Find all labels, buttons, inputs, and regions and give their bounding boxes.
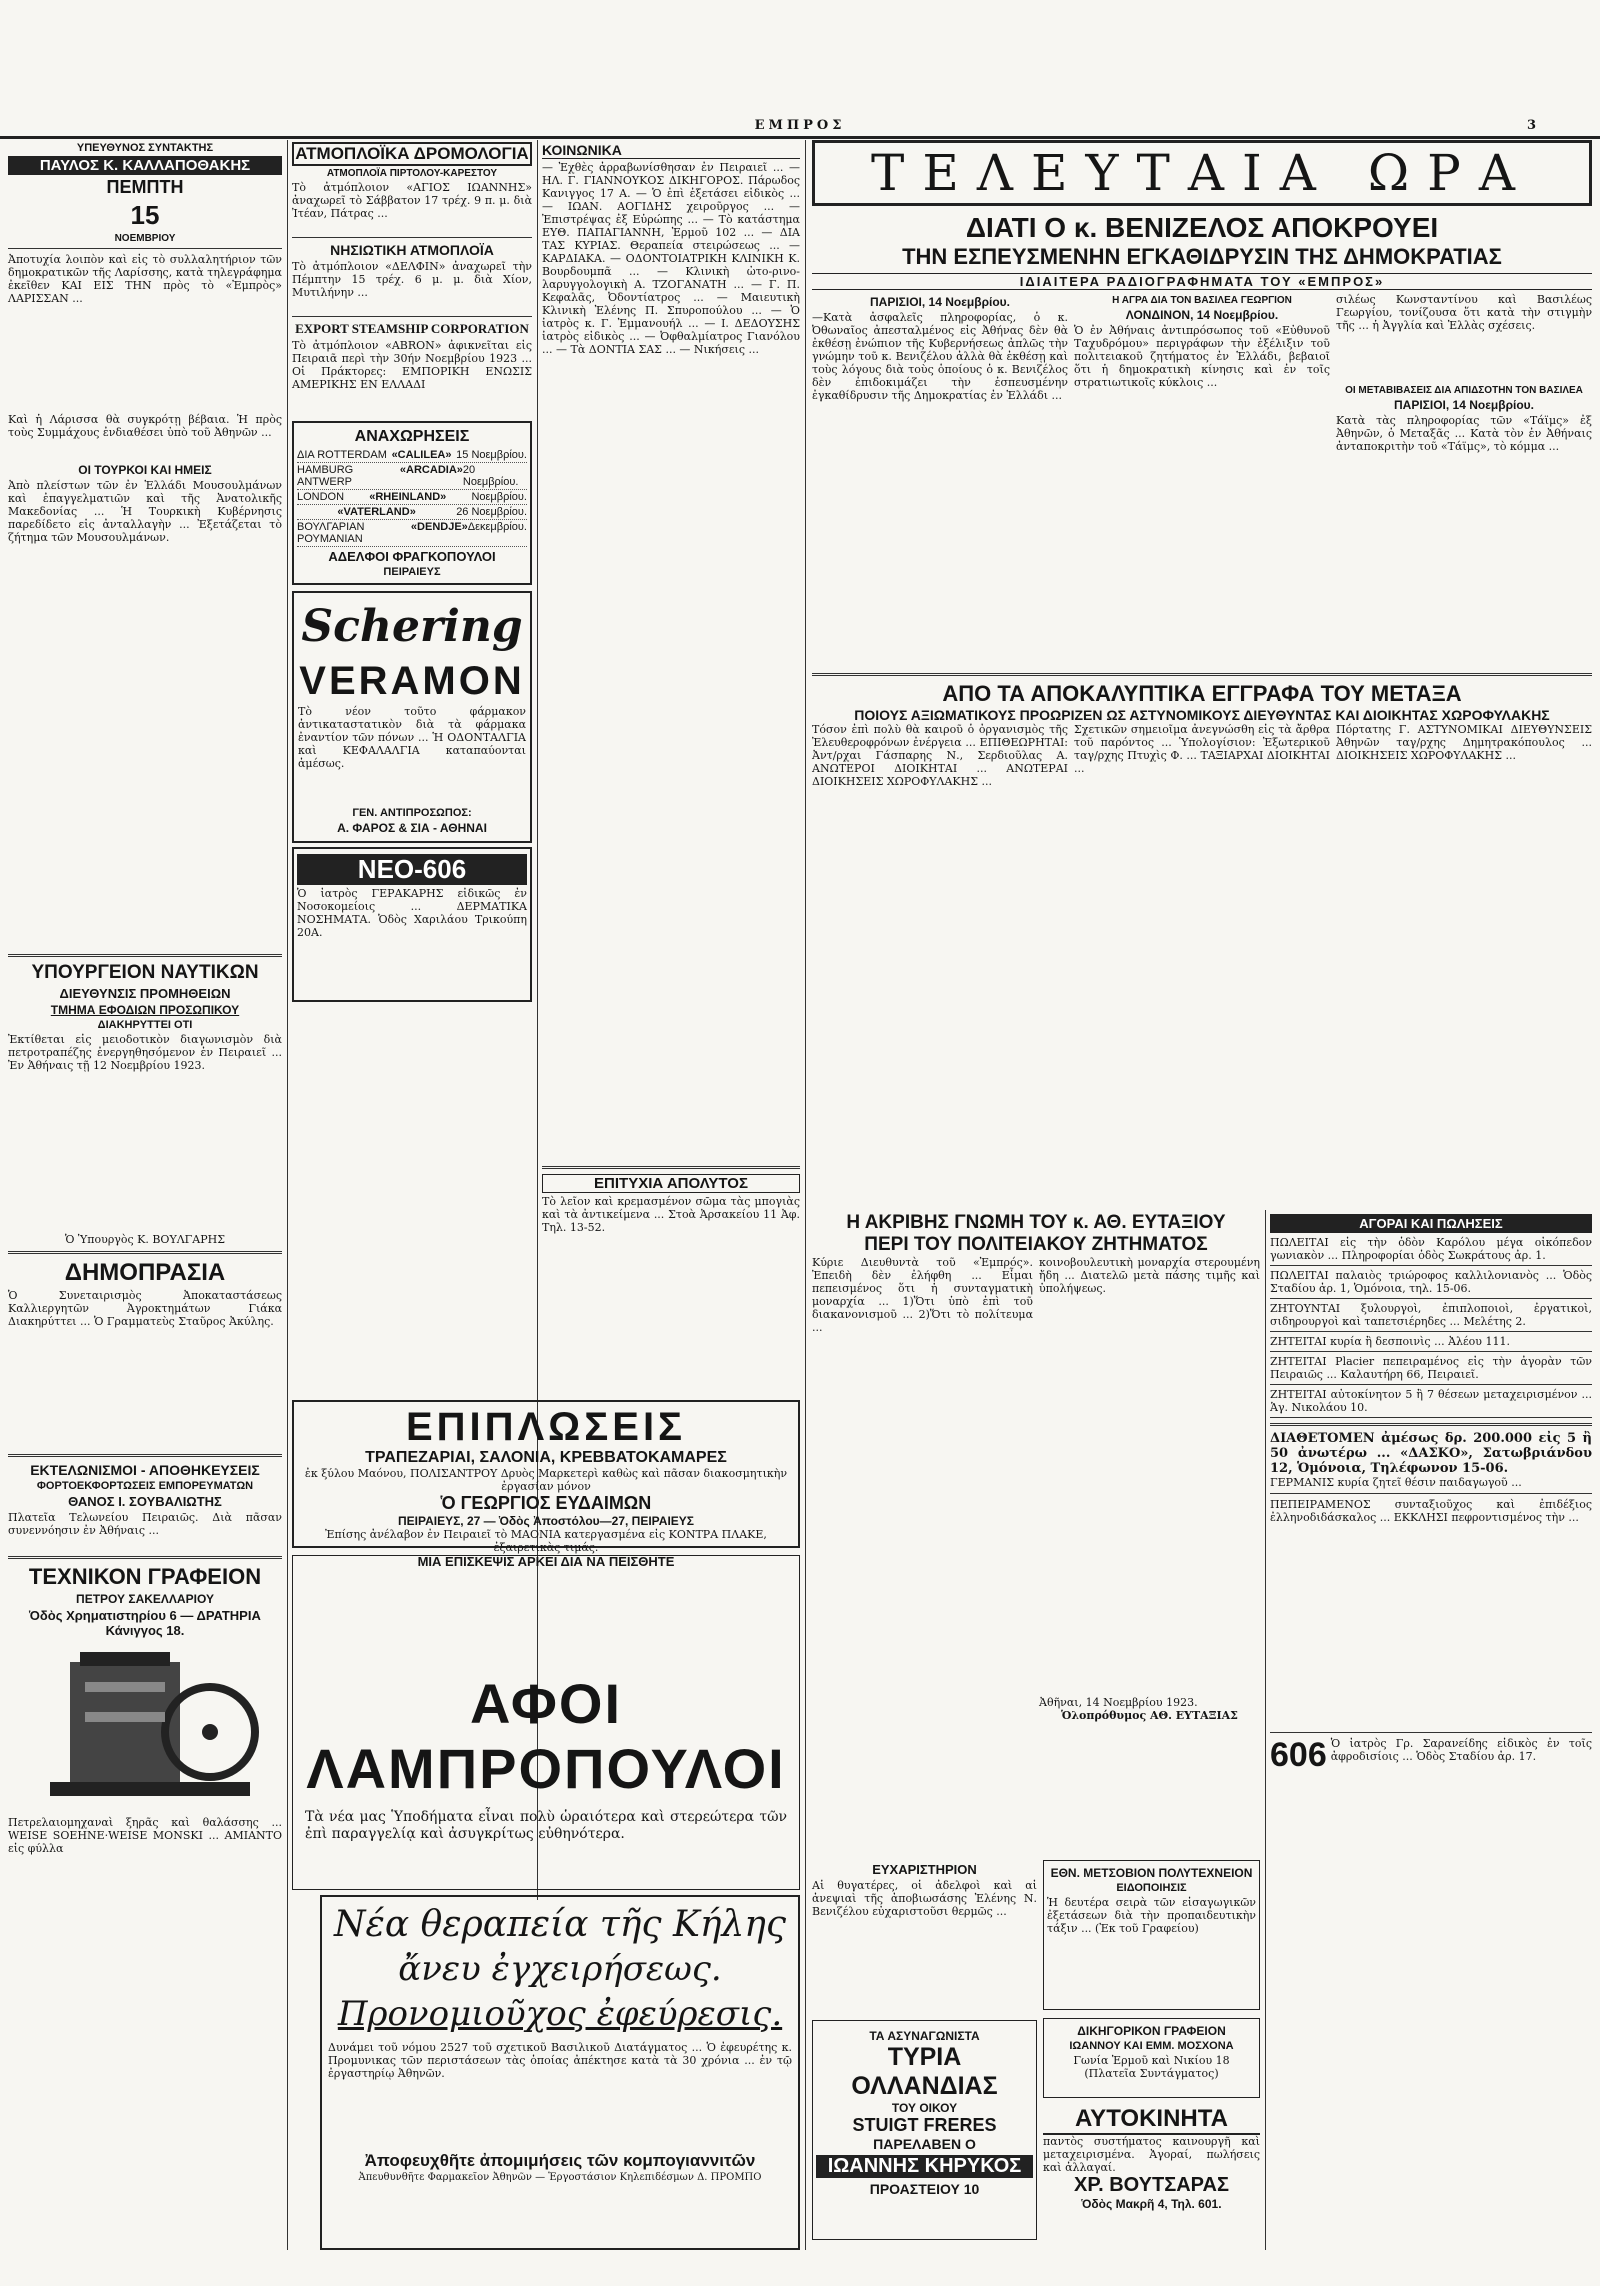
departures-agent: ΑΔΕΛΦΟΙ ΦΡΑΓΚΟΠΟΥΛΟΙ — [328, 549, 496, 564]
veramon-text: Τὸ νέον τοῦτο φάρμακον ἀντικαταστατικὸν διὰ τὰ φάρμακα ἐναντίον τῶν πόνων ... Ἡ ΟΔΟΝΤΑΛΓΙΑ καὶ ΚΕΦΑΛΑΛΓΙΑ καταπαύονται ἀμέσως. — [298, 705, 526, 770]
departure-row — [297, 448, 527, 463]
page-number: 3 — [1526, 118, 1540, 133]
departure-row — [297, 490, 527, 505]
law-names: ΙΩΑΝΝΟΥ ΚΑΙ ΕΜΜ. ΜΟΣΧΟΝΑ — [1069, 2040, 1234, 2052]
ministry-notice: Ἐκτίθεται εἰς μειοδοτικὸν διαγωνισμὸν διὰ πετροτραπέζης ἐνεργηθησόμενον ἐν Πειραιεῖ ... Ἐν Ἀθήναις τῇ 12 Νοεμβρίου 1923. — [8, 1033, 282, 1072]
metaxa-columns — [812, 723, 1592, 1223]
lambropouloi-title: ΑΦΟΙ ΛΑΜΠΡΟΠΟΥΛΟΙ — [306, 1672, 786, 1800]
export-text: Τὸ ἀτμόπλοιον «ABRON» ἀφικνεῖται εἰς Πειραιᾶ περὶ τὴν 30ήν Νοεμβρίου 1923 ... Οἱ Πράκτορες: ΕΜΠΟΡΙΚΗ ΕΝΩΣΙΣ ΑΜΕΡΙΚΗΣ ΕΝ ΕΛΛΑΔΙ — [292, 339, 532, 391]
hernia-ad — [320, 1895, 800, 2250]
departure-route: ΒΟΥΛΓΑΡΙΑΝ ΡΟΥΜΑΝΙΑΝ — [297, 521, 365, 545]
cars-addr: Ὁδὸς Μακρῆ 4, Τηλ. 601. — [1081, 2197, 1222, 2211]
hernia-text: Δυνάμει τοῦ νόμου 2527 τοῦ σχετικοῦ Βασιλικοῦ Διατάγματος ... Ὁ ἐφευρέτης κ. Προμυνικας τῶν περιστάσεων τὰς ὁποίας ἀπέκτησε κατὰ τὰ 30 χρόνια ... ἐν τῷ ἐργαστηρίῳ Ἀθηνῶν. — [328, 2041, 792, 2080]
metaxa-text-2: Σχετικῶν σημειοῖμα ἀνεγνώσθη εἰς τὰ ἄρθρα τοῦ παρόντος ... Ὑπολογίσιον: Ἐξωτερικοῦ ταγ/ρχης Πτυχὶς Φ. ... ΤΑΞΙΑΡΧΑΙ ΔΙΟΙΚΗΤΑΙ ... — [1074, 723, 1330, 775]
turks-heading: ΟΙ ΤΟΥΡΚΟΙ ΚΑΙ ΗΜΕΙΣ — [78, 463, 212, 477]
cheese-title: ΤΥΡΙΑ ΟΛΛΑΝΔΙΑΣ — [851, 2043, 998, 2100]
law-office-ad — [1043, 2018, 1260, 2098]
cars-text: παντὸς συστήματος καινουργῆ καὶ μεταχειρισμένα. Ἀγοραί, πωλήσεις καὶ ἀλλαγαί. — [1043, 2135, 1260, 2174]
hernia-line3: Προνομιοῦχος ἐφεύρεσις. — [337, 1994, 783, 2034]
hernia-addr: Ἀπευθυνθῆτε Φαρμακεῖον Ἀθηνῶν — Ἑργοστάσιον Κηλεπιδέσμων Δ. ΠΡΟΜΠΟ — [358, 2172, 762, 2183]
editor-name: ΠΑΥΛΟΣ Κ. ΚΑΛΛΑΠΟΘΑΚΗΣ — [8, 156, 282, 175]
right-section — [812, 140, 1592, 1223]
cars-name: ΧΡ. ΒΟΥΤΣΑΡΑΣ — [1074, 2174, 1229, 2196]
departure-route: HAMBURG ANTWERP — [297, 464, 354, 488]
radio-strip: ΙΔΙΑΙΤΕΡΑ ΡΑΔΙΟΓΡΑΦΗΜΑΤΑ ΤΟΥ «ΕΜΠΡΟΣ» — [812, 273, 1592, 290]
classified-item: ΖΗΤΕΙΤΑΙ αὐτοκίνητον 5 ἢ 7 θέσεων μεταχειρισμένον ... Ἁγ. Νικολάου 10. — [1270, 1388, 1592, 1418]
departure-date: Νοεμβρίου. — [471, 491, 527, 503]
metaxa-sub: ΠΟΙΟΥΣ ΑΞΙΩΜΑΤΙΚΟΥΣ ΠΡΟΩΡΙΖΕΝ ΩΣ ΑΣΤΥΝΟΜΙΚΟΥΣ ΔΙΕΥΘΥΝΤΑΣ ΚΑΙ ΔΙΟΙΚΗΤΑΣ ΧΩΡΟΦΥΛΑΚΗΣ — [854, 707, 1550, 723]
agra-heading: Η ΑΓΡΑ ΔΙΑ ΤΟΝ ΒΑΣΙΛΕΑ ΓΕΩΡΓΙΟΝ — [1112, 295, 1292, 306]
departure-ship: «ARCADIA» — [399, 464, 463, 476]
banner-last-hour: ΤΕΛΕΥΤΑΙΑ ΩΡΑ — [812, 140, 1592, 206]
departures-box — [292, 421, 532, 585]
customs-heading: ΕΚΤΕΛΩΝΙΣΜΟΙ - ΑΠΟΘΗΚΕΥΣΕΙΣ — [30, 1462, 260, 1478]
cars-heading: ΑΥΤΟΚΙΝΗΤΑ — [1043, 2105, 1260, 2135]
steam-text: Τὸ ἀτμόπλοιον «ΑΓΙΟΣ ΙΩΑΝΝΗΣ» ἀναχωρεῖ τὸ Σάββατον 17 τρέχ. 9 π. μ. διὰ Ἰτέαν, Πάτρας ... — [292, 181, 532, 220]
classified-item: ΖΗΤΟΥΝΤΑΙ ξυλουργοὶ, ἐπιπλοποιοὶ, ἐργατικοὶ, σιδηρουργοὶ καὶ ταπετσιέρηδες ... Μελέτης 2. — [1270, 1302, 1592, 1332]
opinion-article — [812, 1212, 1260, 1852]
ministry-sub: ΔΙΕΥΘΥΝΣΙΣ ΠΡΟΜΗΘΕΙΩΝ — [59, 986, 231, 1001]
neo606-text: Ὁ ἰατρὸς ΓΕΡΑΚΑΡΗΣ εἰδικῶς ἐν Νοσοκομείοις ... ΔΕΡΜΑΤΙΚΑ ΝΟΣΗΜΑΤΑ. Ὁδὸς Χαριλάου Τρικούπη 20Α. — [297, 887, 527, 939]
cheese-of: ΤΟΥ ΟΙΚΟΥ — [891, 2101, 958, 2115]
polytechnic-heading: ΕΘΝ. ΜΕΤΣΟΒΙΟΝ ΠΟΛΥΤΕΧΝΕΙΟΝ — [1050, 1866, 1253, 1880]
classified-item: ΖΗΤΕΙΤΑΙ κυρία ἢ δεσποινὶς ... Ἀλέου 111. — [1270, 1335, 1592, 1352]
metaxa-text-1: Τόσον ἐπὶ πολὺ θὰ καιροῦ ὁ ὀργανισμὸς τῆς Ἐλευθεροφρόνων ἐνέργεια ... ΕΠΙΘΕΩΡΗΤΑΙ: Ἀντ/ρχαι Γάσπαρης Ν., Σερδιοῦλας Α. ΑΝΩΤΕΡΟΙ ΔΙΟΙΚΗΤΑΙ ... ΑΝΩΤΕΡΑΙ ΔΙΟΙΚΗΣΕΙΣ ΧΩΡΟΦΥΛΑΚΗΣ ... — [812, 723, 1068, 788]
furniture-addr: ΠΕΙΡΑΙΕΥΣ, 27 — Ὁδὸς Ἀποστόλου—27, ΠΕΙΡΑΙΕΥΣ — [397, 1514, 695, 1528]
opinion-heading: Η ΑΚΡΙΒΗΣ ΓΝΩΜΗ ΤΟΥ κ. ΑΘ. ΕΥΤΑΞΙΟΥ — [846, 1212, 1226, 1233]
departure-ship: «RHEINLAND» — [369, 491, 447, 503]
steam-sub: ΑΤΜΟΠΛΟΪΑ ΠΙΡΤΟΛΟΥ-ΚΑΡΕΣΤΟΥ — [326, 168, 498, 179]
exp-text: ΠΕΠΕΙΡΑΜΕΝΟΣ συνταξιοῦχος καὶ ἐπιδέξιος ἐλληνοδιδάσκαλος ... ΕΚΚΛΗΣΙ πεφροντισμένος τὴν ... — [1270, 1498, 1592, 1524]
office-addr: Ὁδὸς Χρηματιστηρίου 6 — ΔΡΑΤΗΡΙΑ Κάνιγγος 18. — [29, 1608, 261, 1638]
issue-month: ΝΟΕΜΒΡΙΟΥ — [114, 233, 176, 244]
opinion-date: Ἀθῆναι, 14 Νοεμβρίου 1923. — [1039, 1696, 1198, 1709]
departures-list — [297, 448, 527, 547]
ad-606-text: Ὁ ἰατρὸς Γρ. Σαρανείδης εἰδικὸς ἐν τοῖς ἀφροδισίοις ... Ὁδὸς Σταδίου ἀρ. 17. — [1330, 1737, 1592, 1763]
headline-1: ΔΙΑΤΙ Ο κ. ΒΕΝΙΖΕΛΟΣ ΑΠΟΚΡΟΥΕΙ — [965, 212, 1439, 243]
engine-illustration — [10, 1642, 280, 1812]
departure-row — [297, 463, 527, 490]
cars-ad — [1043, 2105, 1260, 2245]
disp-ad: ΔΙΑΘΕΤΟΜΕΝ ἀμέσως δρ. 200.000 εἰς 5 ἢ 50 ἀνωτέρω ... «ΔΑΣΚΟ», Σατωβριάνδου 12, Ὁμόνοια, Τηλέφωνον 15-06. — [1270, 1431, 1592, 1476]
departure-date: 20 Νοεμβρίου. — [462, 464, 519, 488]
turks-article: Ἀπὸ πλείστων τῶν ἐν Ἑλλάδι Μουσουλμάνων καὶ ἐπαγγελματιῶν καὶ τῆς Ἀνατολικῆς Μακεδονίας ... Ἡ Τουρκικὴ Κυβέρνησις παρεδίδετο εἰς ἀνταλλαγὴν ... Ἐξετάζεται τὸ ζήτημα τῶν Μουσουλμάνων. — [8, 479, 282, 544]
hernia-line1: Νέα θεραπεία τῆς Κήλης — [334, 1904, 786, 1945]
nisiotiki-text: Τὸ ἀτμόπλοιον «ΔΕΛΦΙΝ» ἀναχωρεῖ τὴν Πέμπτην 15 τρέχ. 6 μ. μ. διὰ Χίον, Μυτιλήνην ... — [292, 260, 532, 299]
column-rule — [805, 140, 806, 2250]
king-text: σιλέως Κωνσταντίνου καὶ Βασιλέως Γεωργίου, τονίζουσα ὅτι κατὰ τὴν στιγμὴν τῆς ... ἡ Ἀγγλία καὶ Ἑλλὰς σχέσεις. — [1336, 293, 1592, 332]
classified-item: ΠΩΛΕΙΤΑΙ παλαιὸς τριώροφος καλλιλονιανὸς ... Ὁδὸς Σταδίου ἀρ. 1, Ὁμόνοια, τηλ. 15-06. — [1270, 1269, 1592, 1299]
opinion-sign: Ὁλοπρόθυμος ΑΘ. ΕΥΤΑΞΙΑΣ — [1061, 1709, 1238, 1722]
furniture-ad — [292, 1400, 800, 1569]
market-heading: ΑΓΟΡΑΙ ΚΑΙ ΠΩΛΗΣΕΙΣ — [1270, 1214, 1592, 1233]
metaxa-heading: ΑΠΟ ΤΑ ΑΠΟΚΑΛΥΠΤΙΚΑ ΕΓΓΡΑΦΑ ΤΟΥ ΜΕΤΑΞΑ — [942, 681, 1462, 706]
ministry-sign: Ὁ Ὑπουργὸς Κ. ΒΟΥΛΓΑΡΗΣ — [64, 1233, 226, 1246]
customs-name: ΘΑΝΟΣ Ι. ΣΟΥΒΑΛΙΩΤΗΣ — [68, 1494, 222, 1509]
cheese-brand: STUIGT FRERES — [852, 2115, 997, 2135]
departure-date: 15 Νοεμβρίου. — [456, 449, 527, 461]
issue-date: 15 — [130, 200, 160, 230]
metaxa-text-3: Πόρτατης Γ. ΑΣΤΥΝΟΜΙΚΑΙ ΔΙΕΥΘΥΝΣΕΙΣ Ἀθηνῶν ταγ/ρχης Δημητρακόπουλος ... ΔΙΟΙΚΗΣΕΙΣ ΧΩΡΟΦΥΛΑΚΗΣ ... — [1336, 723, 1592, 762]
lead-article-cont: Καὶ ἡ Λάρισσα θὰ συγκρότῃ βέβαια. Ἡ πρὸς τοὺς Συμμάχους ἐνδιαθέσει ὑπὸ τοῦ Ἀθηνῶν ... — [8, 413, 282, 439]
market-column — [1270, 1212, 1592, 2252]
paris2-text: Κατὰ τὰς πληροφορίας τῶν «Τάϊμς» ἐξ Ἀθηνῶν, ὁ Μεταξᾶς ... Κατὰ τὸν ἐν Ἀθήναις ἀνταποκριτὴν τοῦ «Τάϊμς», τὸ κόμμα ... — [1336, 414, 1592, 453]
furniture-title: ΕΠΙΠΛΩΣΕΙΣ — [405, 1405, 687, 1449]
column-rule — [287, 140, 288, 2250]
departures-city: ΠΕΙΡΑΙΕΥΣ — [383, 566, 441, 578]
office-heading: ΤΕΧΝΙΚΟΝ ΓΡΑΦΕΙΟΝ — [28, 1564, 262, 1589]
success-heading: ΕΠΙΤΥΧΙΑ ΑΠΟΛΥΤΟΣ — [542, 1174, 800, 1193]
lambropouloi-ad — [292, 1555, 800, 1890]
departure-ship: «DENDJE» — [410, 521, 468, 533]
furniture-name: Ὁ ΓΕΩΡΓΙΟΣ ΕΥΔΑΙΜΩΝ — [440, 1493, 652, 1513]
steam-heading: ΑΤΜΟΠΛΟΪΚΑ ΔΡΟΜΟΛΟΓΙΑ — [292, 142, 532, 166]
masthead — [0, 118, 1600, 139]
ministry-heading: ΥΠΟΥΡΓΕΙΟΝ ΝΑΥΤΙΚΩΝ — [31, 962, 259, 983]
departure-row — [297, 520, 527, 547]
metabasis-heading: ΟΙ ΜΕΤΑΒΙΒΑΣΕΙΣ ΔΙΑ ΑΠΙΔΣΟΤΗΝ ΤΟΝ ΒΑΣΙΛΕΑ — [1345, 385, 1583, 396]
paris-dateline: ΠΑΡΙΣΙΟΙ, 14 Νοεμβρίου. — [870, 295, 1010, 309]
furniture-sub: ΤΡΑΠΕΖΑΡΙΑΙ, ΣΑΛΟΝΙΑ, ΚΡΕΒΒΑΤΟΚΑΜΑΡΕΣ — [365, 1449, 727, 1466]
market-list — [1270, 1236, 1592, 1418]
lead-article: Ἀποτυχία λοιπὸν καὶ εἰς τὸ συλλαλητήριον τῶν δημοκρατικῶν τῆς Λαρίσσης, κατὰ τηλεγράφημα ἐκεῖθεν ΚΑΙ ΕΙΣ ΤΗΝ πρὸς τὸ «Ἐμπρὸς» ΛΑΡΙΣΣΑΝ ... — [8, 253, 282, 305]
masthead-title: ΕΜΠΡΟΣ — [754, 118, 846, 133]
departures-heading: ΑΝΑΧΩΡΗΣΕΙΣ — [354, 428, 470, 445]
hernia-line2: ἄνευ ἐγχειρήσεως. — [398, 1949, 722, 1989]
auction-notice: Ὁ Συνεταιρισμὸς Ἀποκαταστάσεως Καλλιεργητῶν Ἀγροκτημάτων Γιάκα Διακηρύττει ... Ὁ Γραμματεὺς Σταῦρος Ἀκύλης. — [8, 1289, 282, 1328]
office-text: Πετρελαιομηχαναὶ ξηρᾶς καὶ θαλάσσης ... WEISE SOEHNE·WEISE MONSKI ... ΑΜΙΑΝΤΟ εἰς φύλλα — [8, 1816, 282, 1855]
classified-item: ΖΗΤΕΙΤΑΙ Placier πεπειραμένος εἰς τὴν ἀγορὰν τῶν Πειραιῶς ... Καλαυτήρη 66, Πειραιεῖ. — [1270, 1355, 1592, 1385]
column-1 — [8, 140, 282, 2250]
customs-text: Πλατεῖα Τελωνείου Πειραιῶς. Διὰ πᾶσαν συνεννόησιν ἐν Ἀθήναις ... — [8, 1511, 282, 1537]
issue-day: ΠΕΜΠΤΗ — [106, 177, 184, 197]
social-heading: ΚΟΙΝΩΝΙΚΑ — [542, 142, 800, 159]
departure-date: Δεκεμβρίου. — [467, 521, 527, 533]
cheese-ad — [812, 2020, 1037, 2240]
ad-606 — [1270, 1737, 1592, 1773]
opinion-text-2: κοινοβουλευτικὴ μοναρχία στερουμένη ἤδη ... Διατελῶ μετὰ πάσης τιμῆς καὶ ὑπολήψεως. — [1039, 1256, 1260, 1295]
departure-route: LONDON — [297, 491, 345, 503]
success-text: Τὸ λεῖον καὶ κρεμασμένον σῶμα τὰς μπογιὰς καὶ τὰ ἀντικείμενα ... Στοὰ Ἀρσακείου 11 Ἀφ. Τηλ. 13-52. — [542, 1195, 800, 1234]
customs-sub: ΦΟΡΤΟΕΚΦΟΡΤΩΣΕΙΣ ΕΜΠΟΡΕΥΜΑΤΩΝ — [36, 1480, 254, 1492]
lambropouloi-text: Τὰ νέα μας Ὑποδήματα εἶναι πολὺ ὡραιότερα καὶ στερεώτερα τῶν ἐπὶ παραγγελίᾳ καὶ ἀσυγκρίτως εὐθηνότερα. — [305, 1809, 787, 1842]
london-dateline: ΛΟΝΔΙΝΟΝ, 14 Νοεμβρίου. — [1125, 308, 1279, 322]
cheese-pre: ΤΑ ΑΣΥΝΑΓΩΝΙΣΤΑ — [869, 2029, 980, 2043]
departure-date: 26 Νοεμβρίου. — [456, 506, 527, 518]
ministry-sub3: ΔΙΑΚΗΡΥΤΤΕΙ ΟΤΙ — [97, 1019, 193, 1031]
veramon-agent-label: ΓΕΝ. ΑΝΤΙΠΡΟΣΩΠΟΣ: — [352, 807, 472, 819]
cheese-received: ΠΑΡΕΛΑΒΕΝ Ο — [873, 2136, 976, 2152]
auction-heading: ΔΗΜΟΠΡΑΣΙΑ — [64, 1259, 226, 1286]
cheese-addr: ΠΡΟΑΣΤΕΙΟΥ 10 — [869, 2181, 980, 2197]
veramon-title: VERAMON — [299, 659, 525, 703]
hernia-footer: Ἀποφευχθῆτε ἀπομιμήσεις τῶν κομπογιαννιτῶν — [364, 2151, 756, 2170]
departure-row — [297, 505, 527, 520]
disp-text: ΓΕΡΜΑΝΙΣ κυρία ζητεῖ θέσιν παιδαγωγοῦ ... — [1270, 1476, 1522, 1489]
social-column: — Ἐχθὲς ἀρραβωνίσθησαν ἐν Πειραιεῖ ... — ΗΛ. Γ. ΓΙΑΝΝΟΥΚΟΣ ΔΙΚΗΓΟΡΟΣ. Πάρωδος Κανιγγος 17 Α. — Ὁ ἐπὶ ἐξετάσει εἰδικὸς ... — ΙΩΑΝ. ΑΟΓΙΔΗΣ χειροῦργος ... — Ἐπιστρέψας ἐξ Εὐρώπης ... — Τὸ κατάστημα ΕΥΘ. ΠΑΠΑΓΙΑΝΝΗ, Ἑρμοῦ 102 ... — ΔΙΑ ΤΑΣ ΚΥΡΙΑΣ. Θεραπεία στειρώσεως ... — ΚΑΡΔΙΑΚΑ. — ΟΔΟΝΤΟΙΑΤΡΙΚΗ ΚΛΙΝΙΚΗ Κ. Βουρδουμπᾶ ... — Κλινικὴ ὠτο-ρινο-λαρυγγολογικὴ Α. ΤΖΟΓΑΝΑΤΗ ... — Γ. Π. Κεφαλᾶς, Ὀδοντίατρος ... — Μαιευτικὴ Κλινικὴ Ἑλένης Π. Σπυροπούλου ... — Ὁ ἰατρὸς κ. Γ. Ἐμμανουήλ ... — Ι. ΔΕΔΟΥΣΗΣ ἰατρὸς εἰδικὸς ... — Ὀφθαλμίατρος Γιανόλου ... — Τὰ ΔΟΝΤΙΑ ΣΑΣ ... — Νικήσεις ... — [542, 161, 800, 356]
polytechnic-notice — [1043, 1860, 1260, 2010]
radio-columns — [812, 293, 1592, 668]
thanks-heading: ΕΥΧΑΡΙΣΤΗΡΙΟΝ — [872, 1862, 977, 1877]
furniture-text2: Ἐπίσης ἀνέλαβον ἐν Πειραιεῖ τὸ ΜΑΟΝΙΑ κατεργασμένα εἰς ΚΟΝΤΡΑ ΠΛΑΚΕ, ἐξαιρετικὰς τιμάς. — [325, 1528, 767, 1554]
cheese-name: ΙΩΑΝΝΗΣ ΚΗΡΥΚΟΣ — [816, 2155, 1033, 2178]
departure-ship: «CALILEA» — [391, 449, 452, 461]
neo606-ad — [292, 847, 532, 1002]
ad-606-number: 606 — [1270, 1736, 1327, 1774]
editor-label: ΥΠΕΥΘΥΝΟΣ ΣΥΝΤΑΚΤΗΣ — [76, 142, 214, 154]
paris2-dateline: ΠΑΡΙΣΙΟΙ, 14 Νοεμβρίου. — [1394, 398, 1534, 412]
opinion-text-1: Κύριε Διευθυντὰ τοῦ «Ἐμπρός». Ἐπειδὴ δὲν ἐλήφθη ... Εἶμαι πεπεισμένος ὅτι ἡ συνταγματικὴ μοναρχία ... 1)Ὅτι ὑπὸ ἐπὶ τοῦ διακανονισμοῦ ... 2)Ὅτι τὸ πολίτευμα ... — [812, 1256, 1033, 1334]
opinion-sub: ΠΕΡΙ ΤΟΥ ΠΟΛΙΤΕΙΑΚΟΥ ΖΗΤΗΜΑΤΟΣ — [864, 1234, 1208, 1255]
export-heading: EXPORT STEAMSHIP CORPORATION — [295, 321, 529, 336]
column-3 — [542, 140, 800, 1390]
column-2 — [292, 140, 532, 1390]
veramon-ad — [292, 591, 532, 843]
paris-text: —Κατὰ ἀσφαλεῖς πληροφορίας, ὁ κ. Ὀθωναῖος ἀπεσταλμένος εἰς Ἀθήνας δὲν θὰ ἐκθέσῃ ἐνώπιον τῆς Κυβερνήσεως ἀπλῶς τὴν γνώμην τοῦ κ. Βενιζέλου ἀλλὰ θὰ ἐκθέσῃ καὶ τοὺς λόγους διὰ τοὺς ὁποίους ὁ κ. Βενιζέλος δὲν ἐπιδοκιμάζει τὴν ἐσπευσμένην ἐγκαθίδρυσιν τῆς Δημοκρατίας ἐν Ἑλλάδι ... — [812, 311, 1068, 402]
headline-2: ΤΗΝ ΕΣΠΕΥΣΜΕΝΗΝ ΕΓΚΑΘΙΔΡΥΣΙΝ ΤΗΣ ΔΗΜΟΚΡΑΤΙΑΣ — [902, 244, 1502, 269]
furniture-text1: ἐκ ξύλου Μαόνου, ΠΟΛΙΣΑΝΤΡΟΥ Δρυὸς Μαρκετερὶ καθὼς καὶ πᾶσαν διακοσμητικὴν ἐργασίαν μόνον — [304, 1467, 788, 1493]
furniture-footer: ΜΙΑ ΕΠΙΣΚΕΨΙΣ ΑΡΚΕΙ ΔΙΑ ΝΑ ΠΕΙΣΘΗΤΕ — [417, 1554, 675, 1569]
schering-logo: Schering — [301, 601, 523, 652]
thanks-text: Αἱ θυγατέρες, οἱ ἀδελφοὶ καὶ αἱ ἀνεψιαὶ τῆς ἀποβιωσάσης Ἑλένης Ν. Βενιζέλου εὐχαριστοῦσι θερμῶς ... — [812, 1879, 1037, 1918]
law-addr: Γωνία Ἑρμοῦ καὶ Νικίου 18 (Πλατεῖα Συντάγματος) — [1073, 2054, 1230, 2080]
polytechnic-sub: ΕΙΔΟΠΟΙΗΣΙΣ — [1116, 1882, 1187, 1894]
london-text: Ὁ ἐν Ἀθήναις ἀντιπρόσωπος τοῦ «Εὐθυνοῦ Ταχυδρόμου» περιγράφων τὴν ἐξέλιξιν τοῦ πολιτειακοῦ ζητήματος ἐν Ἑλλάδι, βεβαιοῖ ὅτι ἡ δημοκρατικὴ κίνησις καὶ ἐν τοῖς στρατιωτικοῖς κύκλοις ... — [1074, 324, 1330, 389]
departure-ship: «VATERLAND» — [337, 506, 416, 518]
column-rule — [1265, 1210, 1266, 2250]
polytechnic-text: Ἡ δευτέρα σειρὰ τῶν εἰσαγωγικῶν ἐξετάσεων διὰ τὴν προπαιδευτικὴν τάξιν ... (Ἐκ τοῦ Γραφείου) — [1047, 1896, 1256, 1935]
veramon-agent: Α. ΦΑΡΟΣ & ΣΙΑ - ΑΘΗΝΑΙ — [337, 821, 487, 835]
neo606-heading: ΝΕΟ-606 — [297, 854, 527, 885]
thanks-notice — [812, 1860, 1037, 2010]
nisiotiki-heading: ΝΗΣΙΩΤΙΚΗ ΑΤΜΟΠΛΟΪΑ — [330, 242, 494, 258]
office-sub: ΠΕΤΡΟΥ ΣΑΚΕΛΛΑΡΙΟΥ — [76, 1592, 214, 1606]
classified-item: ΠΩΛΕΙΤΑΙ εἰς τὴν ὁδὸν Καρόλου μέγα οἰκόπεδον γωνιακὸν ... Πληροφορίαι ὁδὸς Σωκράτους ἀρ. 1. — [1270, 1236, 1592, 1266]
ministry-sub2: ΤΜΗΜΑ ΕΦΟΔΙΩΝ ΠΡΟΣΩΠΙΚΟΥ — [50, 1003, 240, 1017]
departure-route: ΔΙΑ ROTTERDAM — [297, 449, 387, 461]
law-heading: ΔΙΚΗΓΟΡΙΚΟΝ ΓΡΑΦΕΙΟΝ — [1077, 2024, 1226, 2038]
